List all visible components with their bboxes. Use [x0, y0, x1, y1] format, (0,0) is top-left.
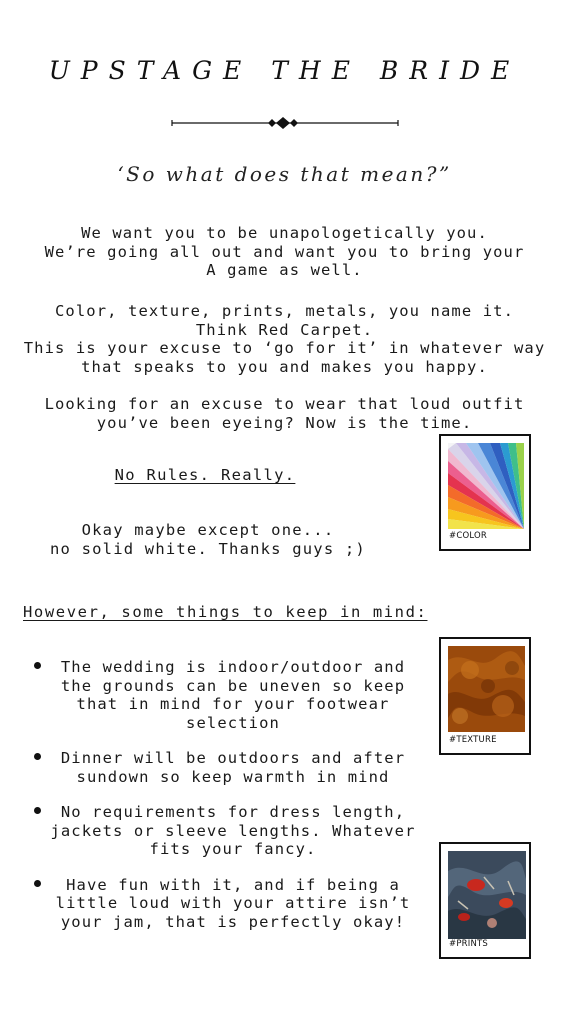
- polaroid-color: [439, 434, 531, 551]
- subtitle-question: ‘So what does that mean?”: [117, 162, 452, 186]
- list-item-line: jackets or sleeve lengths. Whatever: [50, 821, 416, 840]
- list-item-line: that in mind for your footwear: [76, 695, 390, 713]
- polaroid-texture: [439, 637, 531, 755]
- bullet-icon: [34, 662, 41, 669]
- outfit-line: Looking for an excuse to wear that loud outfit: [44, 395, 525, 413]
- inspiration-line: Color, texture, prints, metals, you name it.: [55, 302, 514, 320]
- rules-heading: No Rules. Really.: [114, 466, 296, 484]
- textured-fabric-image: [448, 646, 525, 732]
- intro-line: We’re going all out and want you to bring your: [44, 242, 525, 261]
- intro-paragraph: [0, 224, 569, 280]
- color-swatch-fan-image: [448, 443, 524, 529]
- inspiration-line: This is your excuse to ‘go for it’ in whatever way: [23, 339, 546, 357]
- exception-text: [28, 521, 388, 559]
- keep-in-mind-heading: However, some things to keep in mind:: [23, 603, 428, 621]
- list-item-line: your jam, that is perfectly okay!: [60, 912, 406, 931]
- intro-line: A game as well.: [206, 261, 363, 279]
- list-item: [24, 876, 420, 932]
- exception-line: no solid white. Thanks guys ;): [50, 540, 366, 558]
- polaroid-caption: #TEXTURE: [449, 735, 497, 745]
- list-item-line: The wedding is indoor/outdoor and: [60, 658, 406, 676]
- list-item: [24, 658, 420, 732]
- inspiration-paragraph: [0, 302, 569, 376]
- printed-fabric-image: [448, 851, 526, 939]
- polaroid-prints: [439, 842, 531, 959]
- list-item-line: Have fun with it, and if being a: [66, 875, 400, 894]
- polaroid-caption: #COLOR: [449, 531, 487, 541]
- list-item-line: sundown so keep warmth in mind: [76, 767, 390, 786]
- list-item-line: selection: [186, 713, 280, 732]
- polaroid-caption: #PRINTS: [449, 939, 489, 949]
- list-item-line: No requirements for dress length,: [60, 803, 406, 821]
- list-item: [24, 749, 420, 786]
- inspiration-line: Think Red Carpet.: [195, 320, 374, 339]
- ornament-divider: [170, 114, 400, 132]
- bullet-icon: [34, 753, 41, 760]
- list-item-line: fits your fancy.: [149, 840, 317, 858]
- guidelines-list: [24, 658, 420, 948]
- list-item-line: little loud with your attire isn’t: [55, 894, 411, 912]
- outfit-paragraph: [0, 395, 569, 432]
- intro-line: We want you to be unapologetically you.: [81, 224, 488, 242]
- page-title: UPSTAGE THE BRIDE: [48, 56, 521, 85]
- bullet-icon: [34, 807, 41, 814]
- list-item-line: Dinner will be outdoors and after: [60, 749, 406, 767]
- inspiration-line: that speaks to you and makes you happy.: [81, 357, 488, 376]
- bullet-icon: [34, 880, 41, 887]
- list-item-line: the grounds can be uneven so keep: [60, 676, 406, 695]
- outfit-line: you’ve been eyeing? Now is the time.: [96, 413, 473, 432]
- exception-line: Okay maybe except one...: [81, 521, 335, 539]
- list-item: [24, 803, 420, 859]
